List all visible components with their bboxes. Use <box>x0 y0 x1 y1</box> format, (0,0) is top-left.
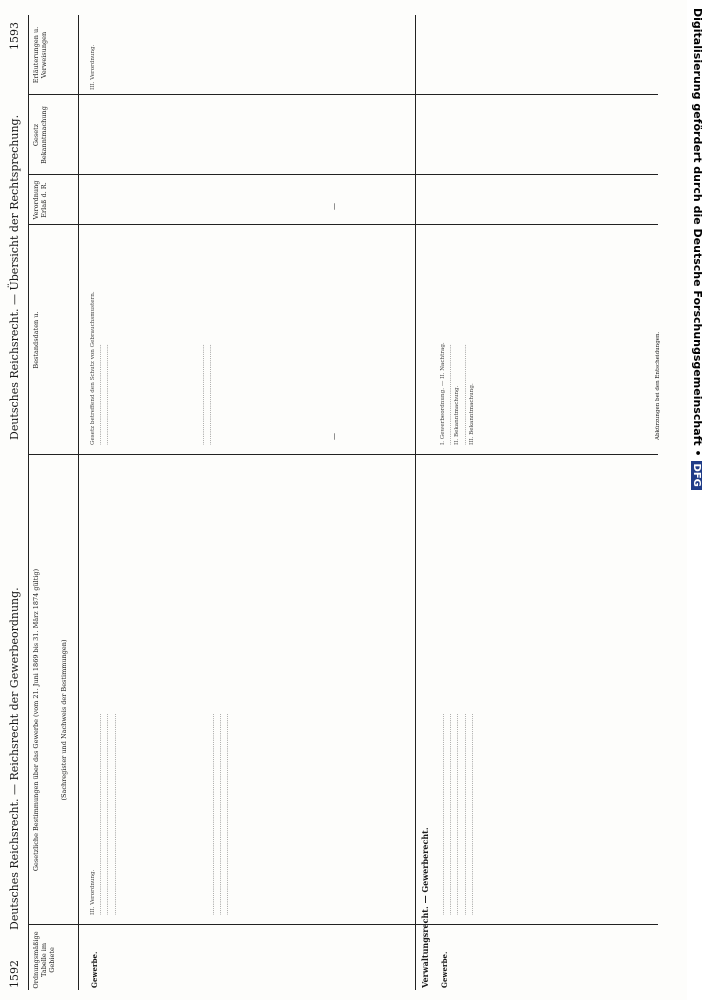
column-header-rule <box>78 15 79 990</box>
text-block: ……………………………………………………………………………………………… ……………………………………………………………………………………………… ……………………………………………………………………………………………… ……………………………………………………………………………………………… ……………………………………………………………………………………………… <box>440 713 475 915</box>
text-block: III. Verordnung. ……………………………………………………………………………………………… ……………………………………………………………………………………………… ……………………………………………………………………………………………… <box>90 713 118 915</box>
funding-sidebar <box>687 0 707 1000</box>
column-header: Bestandsdaten u. <box>32 311 40 369</box>
text-block: I. Gewerbeordnung. — II. Nachtrag. ……………………………………………… II. Bekanntmachung. ……………………………………………… III. Bekanntmachung. <box>440 342 475 445</box>
text-block: Gesetz betreffend den Schutz von Gebrauchsmustern. ……………………………………………… ……………………………………………… <box>90 291 111 445</box>
column-divider <box>28 924 658 925</box>
column-divider <box>28 94 658 95</box>
text-block: ……………………………………………… ……………………………………………… <box>200 344 214 445</box>
funding-label: Digitalisierung gefördert durch die Deutsche Forschungsgemeinschaft • <box>691 8 704 457</box>
column-header: Gesetz Bekanntmachung <box>32 106 48 164</box>
column-header: Erläuterungen u. Verweisungen <box>32 26 48 84</box>
column-header: (Sachregister und Nachweis der Bestimmungen) <box>60 639 68 801</box>
header-rule <box>28 15 29 990</box>
section-heading: Verwaltungsrecht. — Gewerberecht. <box>420 827 430 988</box>
column-header: Gesetzliche Bestimmungen über das Gewerbe (vom 21. Juni 1869 bis 31. März 1874 gültig) <box>32 568 40 872</box>
dash: — <box>330 433 338 440</box>
page-number-left: 1592 <box>8 960 21 988</box>
page-number-right: 1593 <box>8 22 21 50</box>
row-label: Gewerbe. <box>440 951 449 988</box>
page-title-right: Deutsches Reichsrecht. — Übersicht der Rechtsprechung. <box>8 114 21 440</box>
section-rule <box>415 15 416 990</box>
row-label: Gewerbe. <box>90 951 99 988</box>
text-block: III. Verordnung. <box>90 44 96 90</box>
funding-text <box>690 8 704 1000</box>
dash: — <box>330 203 338 210</box>
page-title-left: Deutsches Reichsrecht. — Reichsrecht der Gewerbeordnung. <box>8 587 21 930</box>
footnote: Abkürzungen bei den Entscheidungen. <box>655 331 661 440</box>
column-header: Verordnung Erlaß d. R. <box>32 180 48 220</box>
center-divider <box>28 454 658 455</box>
text-block: ……………………………………………………………………………………………… ……………………………………………………………………………………………… ……………………………………………………………………………………………… <box>210 713 231 915</box>
column-divider <box>28 174 658 175</box>
column-header: Ordnungsmäßige Tabelle im Gebiete <box>32 931 56 989</box>
column-divider <box>28 224 658 225</box>
dfg-logo: DFG <box>691 461 702 490</box>
